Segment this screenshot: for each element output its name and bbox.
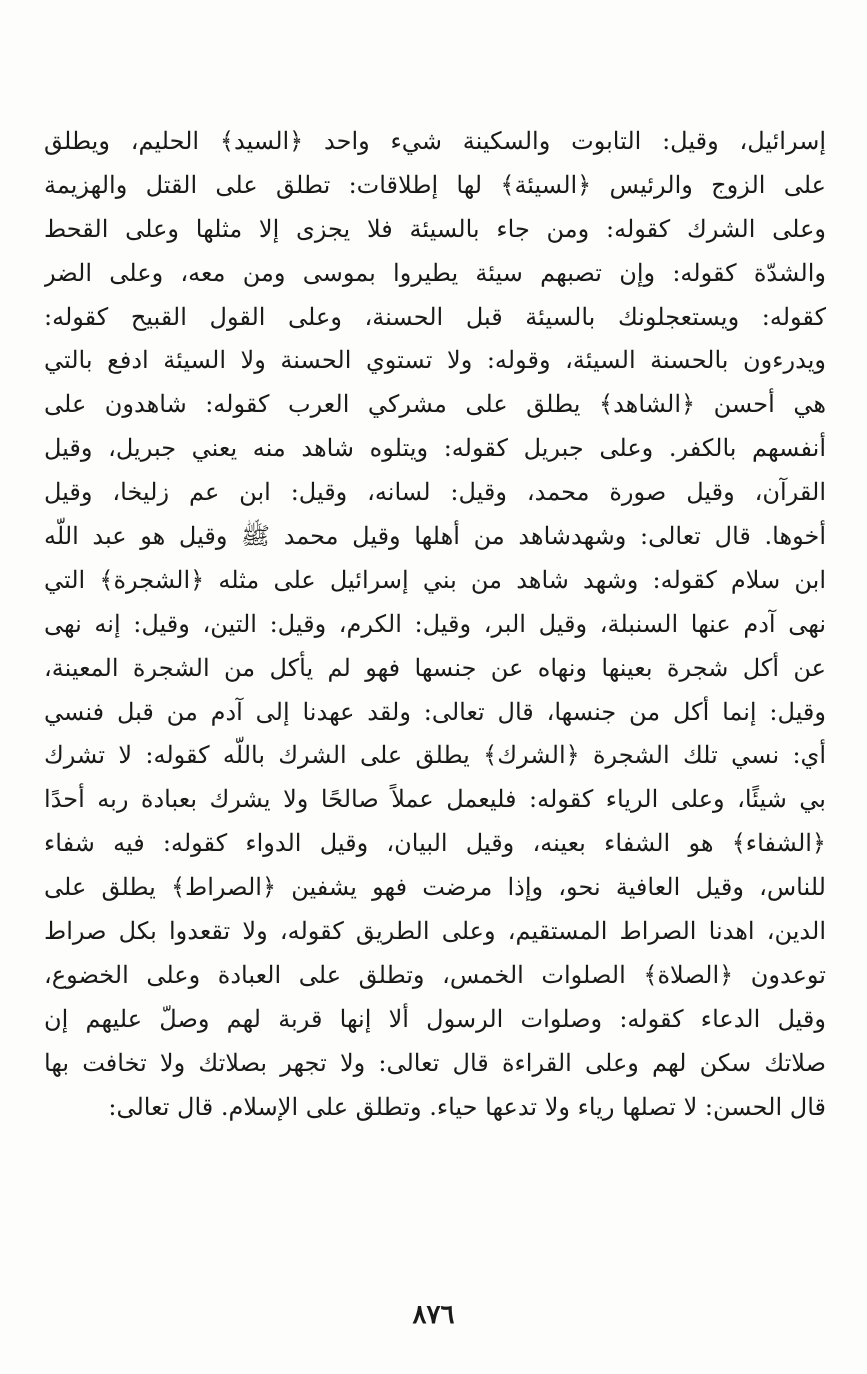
text-line: توعدون ﴿الصلاة﴾ الصلوات الخمس، وتطلق على العبادة وعلى الخضوع، — [44, 960, 826, 989]
text-line: هي أحسن ﴿الشاهد﴾ يطلق على مشركي العرب كقوله: شاهدون على — [44, 390, 826, 419]
text-line: قال الحسن: لا تصلها رياء ولا تدعها حياء. وتطلق على الإسلام. قال تعالى: — [108, 1092, 826, 1121]
text-line: ﴿الشفاء﴾ هو الشفاء بعينه، وقيل البيان، وقيل الدواء كقوله: فيه شفاء — [44, 829, 826, 858]
text-line: على الزوج والرئيس ﴿السيئة﴾ لها إطلاقات: تطلق على القتل والهزيمة — [44, 170, 826, 199]
text-line: كقوله: ويستعجلونك بالسيئة قبل الحسنة، وعلى القول القبيح كقوله: — [44, 302, 826, 331]
text-line: وقيل الدعاء كقوله: وصلوات الرسول ألا إنها قربة لهم وصلّ عليهم إن — [44, 1004, 826, 1033]
text-line: أي: نسي تلك الشجرة ﴿الشرك﴾ يطلق على الشرك باللّه كقوله: لا تشرك — [44, 741, 826, 770]
text-line: والشدّة كقوله: وإن تصبهم سيئة يطيروا بموسى ومن معه، وعلى الضر — [44, 258, 826, 287]
text-line: وعلى الشرك كقوله: ومن جاء بالسيئة فلا يجزى إلا مثلها وعلى القحط — [44, 214, 826, 243]
text-line: إسرائيل، وقيل: التابوت والسكينة شيء واحد ﴿السيد﴾ الحليم، ويطلق — [44, 127, 826, 155]
text-line: أنفسهم بالكفر. وعلى جبريل كقوله: ويتلوه شاهد منه يعني جبريل، وقيل — [44, 434, 826, 463]
text-line: للناس، وقيل العافية نحو، وإذا مرضت فهو يشفين ﴿الصراط﴾ يطلق على — [44, 873, 826, 902]
text-line: عن أكل شجرة بعينها ونهاه عن جنسها فهو لم يأكل من الشجرة المعينة، — [44, 653, 826, 682]
text-line: أخوها. قال تعالى: وشهدشاهد من أهلها وقيل محمد ﷺ وقيل هو عبد اللّه — [44, 522, 826, 551]
text-line: ابن سلام كقوله: وشهد شاهد من بني إسرائيل على مثله ﴿الشجرة﴾ التي — [44, 565, 826, 594]
page-number: ٨٧٦ — [412, 1300, 455, 1330]
text-line: صلاتك سكن لهم وعلى القراءة قال تعالى: ولا تجهر بصلاتك ولا تخافت بها — [44, 1048, 826, 1077]
text-line: نهى آدم عنها السنبلة، وقيل البر، وقيل: الكرم، وقيل: التين، وقيل: إنه نهى — [44, 609, 826, 638]
text-line: الدين، اهدنا الصراط المستقيم، وعلى الطريق كقوله، ولا تقعدوا بكل صراط — [44, 917, 826, 946]
text-line: ويدرءون بالحسنة السيئة، وقوله: ولا تستوي الحسنة ولا السيئة ادفع بالتي — [44, 346, 826, 375]
text-line: وقيل: إنما أكل من جنسها، قال تعالى: ولقد عهدنا إلى آدم من قبل فنسي — [44, 697, 826, 726]
body-text — [44, 120, 826, 1129]
text-line: القرآن، وقيل صورة محمد، وقيل: لسانه، وقيل: ابن عم زليخا، وقيل — [44, 478, 826, 507]
text-line: بي شيئًا، وعلى الرياء كقوله: فليعمل عملاً صالحًا ولا يشرك بعبادة ربه أحدًا — [44, 785, 826, 814]
